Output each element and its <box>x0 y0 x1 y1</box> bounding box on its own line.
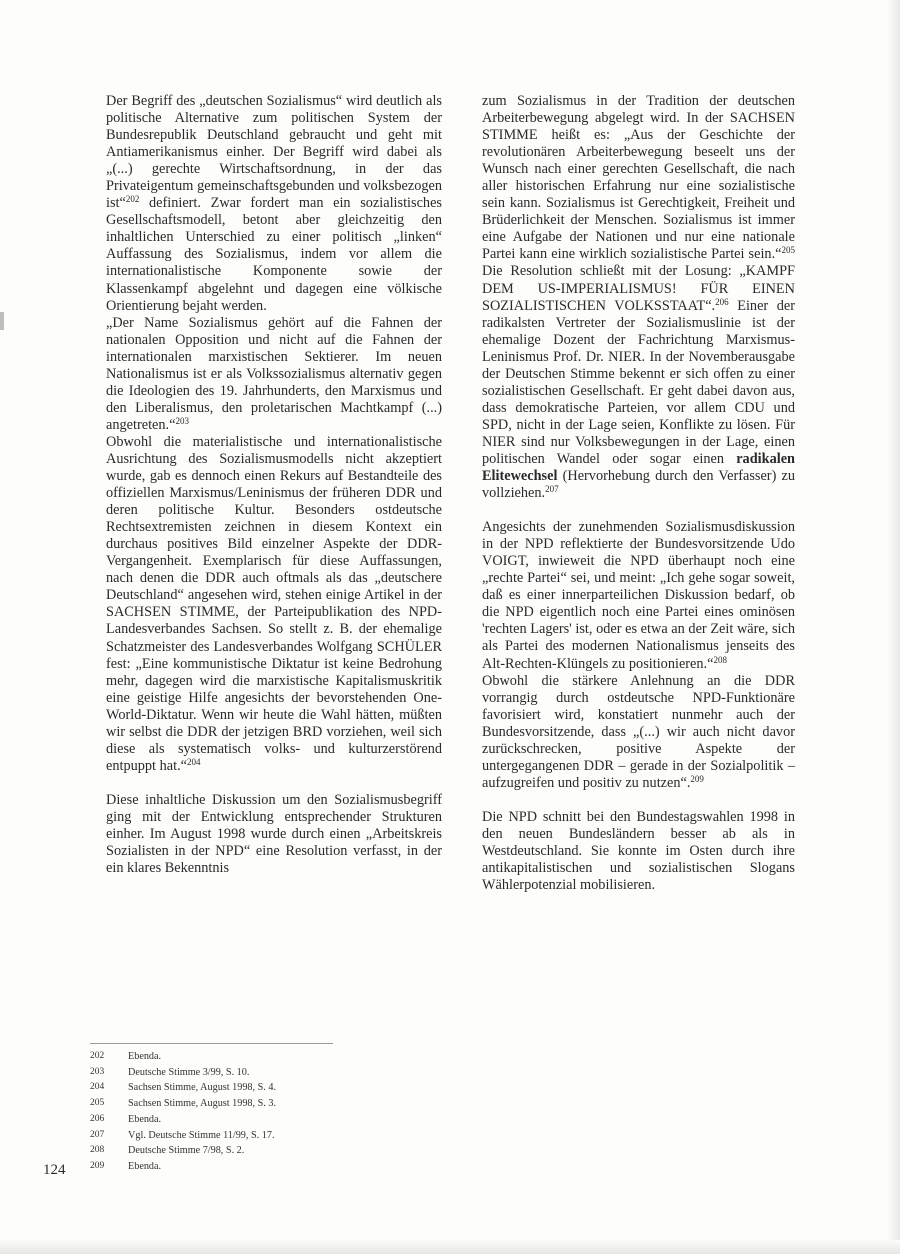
footnote-ref[interactable]: 206 <box>715 296 729 307</box>
footnote-ref[interactable]: 207 <box>545 484 559 495</box>
footnote-number: 206 <box>90 1113 105 1124</box>
footnote-number: 204 <box>90 1082 105 1093</box>
footnote-ref[interactable]: 203 <box>175 415 189 426</box>
footnote <box>90 1112 390 1128</box>
page-edge-shadow <box>888 0 900 1254</box>
text-run: (Hervorhebung durch den Verfasser) zu vollziehen. <box>482 468 795 502</box>
footnote-number: 202 <box>90 1051 105 1061</box>
footnote <box>90 1096 390 1112</box>
paragraph <box>482 519 795 672</box>
paragraph <box>482 809 795 894</box>
footnote-text: Sachsen Stimme, August 1998, S. 4. <box>128 1082 277 1094</box>
footnote-ref[interactable]: 204 <box>187 756 201 767</box>
paragraph <box>482 93 795 502</box>
footnote-text: Ebenda. <box>128 1051 162 1062</box>
page-number: 124 <box>43 1162 66 1178</box>
text-run: Der Begriff des „deutschen Sozialismus“ wird deutlich als politische Alternative zum politischen System der Bundesrepublik Deutschland gebraucht und geht mit Antiamerikanismus einher. Der Begriff wird dabei als „(...) gerechte Wirtschaftsordnung, in der das Privateigentum gemeinschaftsgebunden und volksbezogen ist“ <box>106 93 442 212</box>
margin-mark <box>0 312 4 330</box>
footnote-text: Deutsche Stimme 3/99, S. 10. <box>128 1066 250 1078</box>
text-run: Diese inhaltliche Diskussion um den Sozialismusbegriff ging mit der Entwicklung entsprechender Strukturen einher. Im August 1998 wurde durch einen „Arbeitskreis Sozialisten in der NPD“ eine Resolution verfasst, in der ein klares Bekenntnis <box>106 791 442 877</box>
footnote <box>90 1128 390 1144</box>
footnote-text: Vgl. Deutsche Stimme 11/99, S. 17. <box>128 1129 275 1141</box>
text-run: Obwohl die stärkere Anlehnung an die DDR vorrangig durch ostdeutsche NPD-Funktionäre favorisiert wird, konstatiert nunmehr auch der Bundesvorsitzende, dass „(...) wir auch nicht davor zurückschrecken, positive Aspekte der untergegangenen DDR – gerade in der Sozialpolitik – aufzugreifen und positiv zu nutzen“. <box>482 672 795 791</box>
paragraph <box>106 315 442 434</box>
text-run: definiert. Zwar fordert man ein sozialistisches Gesellschaftsmodell, betont aber gleichzeitig den inhaltlichen Unterschied zu einer politisch „linken“ Auffassung des Sozialismus, indem vor allem die internationalistische Komponente sowie der Klassenkampf abgelehnt und dagegen eine völkische Orientierung bejaht werden. <box>106 195 442 314</box>
text-run: Einer der radikalsten Vertreter der Sozialismuslinie ist der ehemalige Dozent der Fachrichtung Marxismus-Leninismus Prof. Dr. NIER. In der Novemberausgabe der Deutschen Stimme bekennt er sich offen zu einer sozialistischen Gesellschaft. Er geht dabei davon aus, dass demokratische Parteien, vor allem CDU und SPD, nicht in der Lage seien, Konflikte zu lösen. Für NIER sind nur Volksbewegungen in der Lage, einen politischen Wandel oder sogar einen <box>482 297 795 467</box>
footnote <box>90 1143 390 1159</box>
emphasis-text: radikalen Elitewechsel <box>482 450 795 485</box>
right-column <box>482 93 795 894</box>
footnote <box>90 1159 390 1175</box>
footnote-number: 203 <box>90 1066 105 1077</box>
page-bottom-shadow <box>0 1240 900 1254</box>
footnote <box>90 1065 390 1081</box>
paragraph <box>106 434 442 775</box>
footnote-text: Deutsche Stimme 7/98, S. 2. <box>128 1145 245 1157</box>
footnote-ref[interactable]: 202 <box>125 194 140 205</box>
text-run: Angesichts der zunehmenden Sozialismusdiskussion in der NPD reflektierte der Bundesvorsitzende Udo VOIGT, inwieweit die NPD überhaupt noch eine „rechte Partei“ sei, und meint: „Ich gehe sogar soweit, daß es einer innerparteilichen Diskussion bedarf, ob die NPD eigentlich noch eine Partei eines ominösen 'rechten Lagers' ist, oder es etwa an der Zeit wäre, sich als Partei des modernen Nationalismus jenseits des Alt-Rechten-Klüngels zu positionieren.“ <box>482 519 795 672</box>
footnote-ref[interactable]: 208 <box>713 654 727 665</box>
footnote-ref[interactable]: 205 <box>781 245 795 256</box>
paragraph <box>482 673 795 792</box>
text-run: zum Sozialismus in der Tradition der deutschen Arbeiterbewegung abgelegt wird. In der SACHSEN STIMME heißt es: „Aus der Geschichte der revolutionären Arbeiterbewegung beseelt uns der Wunsch nach einer gerechten Gesellschaft, die nach aller historischen Erfahrung nur eine sozialistische sein kann. Sozialismus ist Gerechtigkeit, Freiheit und Brüderlichkeit der Menschen. Sozialismus ist immer eine Aufgabe der Nationen und nur eine nationale Partei kann eine wirklich sozialistische Partei sein.“ <box>482 93 795 263</box>
paragraph <box>106 93 442 315</box>
text-run: Die NPD schnitt bei den Bundestagswahlen 1998 in den neuen Bundesländern besser ab als in Westdeutschland. Sie konnte im Osten durch ihre antikapitalistischen und sozialistischen Slogans Wählerpotenzial mobilisieren. <box>482 808 795 894</box>
text-run: Obwohl die materialistische und internationalistische Ausrichtung des Sozialismusmodells nicht akzeptiert wurde, gab es dennoch einen Rekurs auf Bestandteile des offiziellen Marxismus/Leninismus der früheren DDR und deren politische Kultur. Besonders ostdeutsche Rechtsextremisten zeichnen in diesem Kontext ein durchaus positives Bild einzelner Aspekte der DDR-Vergangenheit. Exemplarisch für diese Auffassungen, nach denen die DDR auch oftmals als das „deutschere Deutschland“ angesehen wird, stehen einige Artikel in der SACHSEN STIMME, der Parteipublikation des NPD-Landesverbandes Sachsen. So stellt z. B. der ehemalige Schatzmeister des Landesverbandes Wolfgang SCHÜLER fest: „Eine kommunistische Diktatur ist keine Bedrohung mehr, dagegen wird die marxistische Kapitalismuskritik eine geistige Hilfe angesichts der bevorstehenden One-World-Diktatur. Wenn wir heute die Wahl hätten, müßten wir selbst die DDR der jetzigen BRD vorziehen, weil sich diese als systematisch volks- und kulturzerstörend entpuppt hat.“ <box>106 433 442 774</box>
footnote-ref[interactable]: 209 <box>690 773 704 784</box>
text-run: Die Resolution schließt mit der Losung: „KAMPF DEM US-IMPERIALISMUS! FÜR EINEN SOZIALISTISCHEN VOLKSSTAAT“. <box>482 263 795 314</box>
footnote-number: 205 <box>90 1098 105 1109</box>
footnotes <box>90 1049 390 1175</box>
footnote <box>90 1049 390 1065</box>
footnote-divider <box>90 1043 333 1044</box>
paragraph <box>106 792 442 877</box>
footnote-text: Ebenda. <box>128 1113 162 1125</box>
footnote-text: Sachsen Stimme, August 1998, S. 3. <box>128 1098 277 1110</box>
footnote-number: 209 <box>90 1160 105 1171</box>
footnote-number: 208 <box>90 1145 105 1156</box>
text-run: „Der Name Sozialismus gehört auf die Fahnen der nationalen Opposition und nicht auf die Fahnen der internationalen marxistischen Sektierer. Im neuen Nationalismus ist er als Volkssozialismus alternativ gegen die Ideologien des 19. Jahrhunderts, den Marxismus und den Liberalismus, den proletarischen Machtkampf (...) angetreten.“ <box>106 314 442 433</box>
footnote-text: Ebenda. <box>128 1160 162 1172</box>
left-column <box>106 93 442 877</box>
footnote-number: 207 <box>90 1129 105 1140</box>
footnote <box>90 1080 390 1096</box>
